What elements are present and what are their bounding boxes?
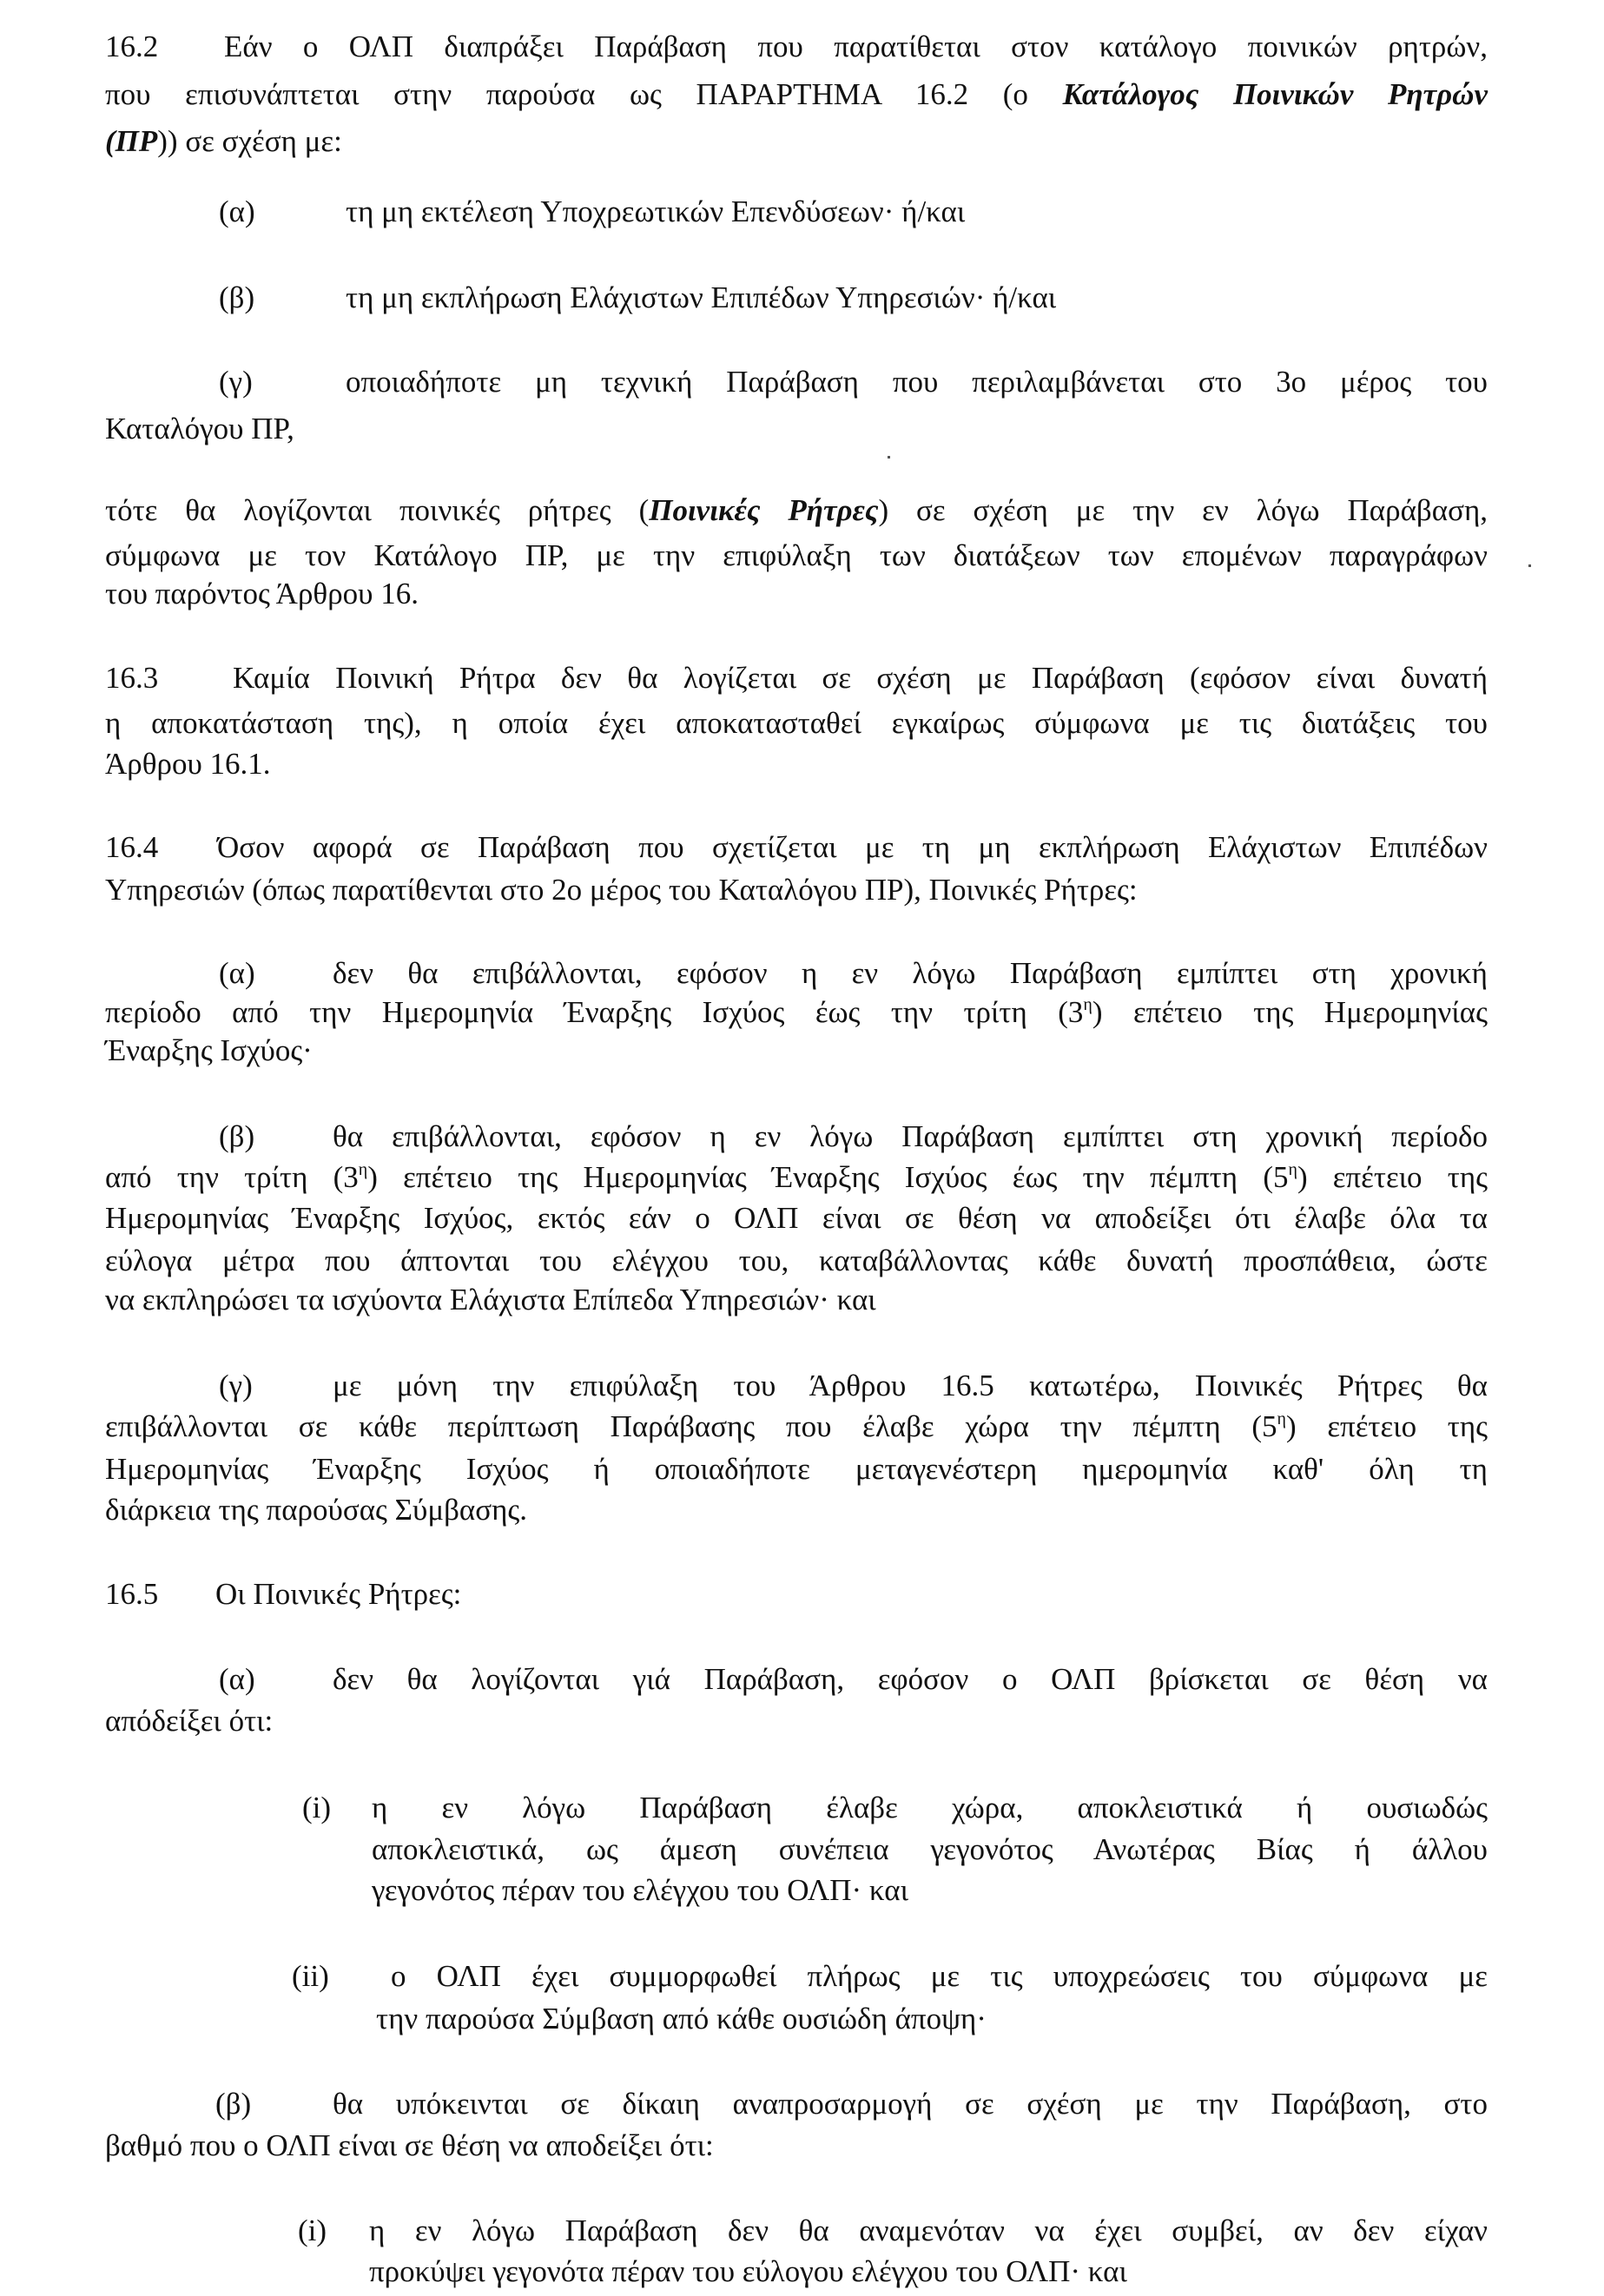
section-16-2-line-3-text: )) σε σχέση με: — [157, 124, 342, 158]
item-label-c: (γ) — [219, 365, 253, 399]
subitem-label-i: (i) — [298, 2214, 327, 2247]
section-16-2-line-3 — [105, 117, 342, 166]
item-b-line-2-a: από την τρίτη (3 — [105, 1160, 359, 1194]
subitem-i-line-2: αποκλειστικά, ως άμεση συνέπεια γεγονότος Ανωτέρας Βίας ή άλλου — [372, 1832, 1488, 1866]
section-16-2-closing-line-3: του παρόντος Άρθρου 16. — [105, 577, 419, 610]
item-b-line-4: εύλογα μέτρα που άπτονται του ελέγχου του, καταβάλλοντας κάθε δυνατή προσπάθεια, ώστε — [105, 1244, 1488, 1277]
item-c-line-3: Ημερομηνίας Έναρξης Ισχύος ή οποιαδήποτε μεταγενέστερη ημερομηνία καθ' όλη τη — [105, 1452, 1488, 1486]
item-c-line-4: διάρκεια της παρούσας Σύμβασης. — [105, 1493, 528, 1527]
section-16-2-number: 16.2 — [105, 30, 159, 63]
item-b-line-2-b: ) επέτειο της Ημερομηνίας Έναρξης Ισχύος έως την πέμπτη (5 — [367, 1160, 1289, 1194]
ordinal-superscript: η — [358, 1160, 368, 1179]
item-c-line-2 — [105, 1402, 1488, 1451]
subitem-label-i: (i) — [302, 1791, 332, 1824]
ordinal-superscript: η — [1288, 1160, 1297, 1179]
section-16-4-line-2: Υπηρεσιών (όπως παρατίθενται στο 2ο μέρος του Καταλόγου ΠΡ), Ποινικές Ρήτρες: — [105, 873, 1138, 907]
section-16-2-line-2-text: που επισυνάπτεται στην παρούσα ως ΠΑΡΑΡΤΗΜΑ 16.2 (ο — [105, 77, 1063, 111]
subitem-i-line-1: η εν λόγω Παράβαση δεν θα αναμενόταν να έχει συμβεί, αν δεν είχαν — [369, 2214, 1488, 2247]
item-b-line-2: βαθμό που ο ΟΛΠ είναι σε θέση να αποδείξει ότι: — [105, 2128, 714, 2162]
section-16-3-line-1: Καμία Ποινική Ρήτρα δεν θα λογίζεται σε σχέση με Παράβαση (εφόσον είναι δυνατή — [233, 661, 1488, 695]
subitem-i-line-1: η εν λόγω Παράβαση έλαβε χώρα, αποκλειστικά ή ουσιωδώς — [372, 1791, 1488, 1824]
item-label-b: (β) — [219, 280, 255, 314]
subitem-i-line-3: γεγονότος πέραν του ελέγχου του ΟΛΠ· και — [372, 1873, 908, 1907]
item-c-line-1: με μόνη την επιφύλαξη του Άρθρου 16.5 κατωτέρω, Ποινικές Ρήτρες θα — [333, 1369, 1488, 1402]
item-text-c-cont: Καταλόγου ΠΡ, — [105, 412, 294, 445]
scan-speck — [888, 456, 890, 459]
subitem-ii-line-1: ο ΟΛΠ έχει συμμορφωθεί πλήρως με τις υποχρεώσεις του σύμφωνα με — [391, 1959, 1488, 1993]
defined-term-catalogue: Κατάλογος Ποινικών Ρητρών — [1062, 77, 1488, 111]
item-label-a: (α) — [219, 1662, 255, 1696]
item-label-a: (α) — [219, 956, 255, 990]
defined-term-penalties: Ποινικές Ρήτρες — [649, 493, 879, 527]
section-16-2-line-1: Εάν ο ΟΛΠ διαπράξει Παράβαση που παρατίθεται στον κατάλογο ποινικών ρητρών, — [224, 30, 1488, 63]
section-16-2-closing-line-2: σύμφωνα με τον Κατάλογο ΠΡ, με την επιφύλαξη των διατάξεων των επομένων παραγράφων — [105, 538, 1488, 572]
item-a-line-2-post: ) επέτειο της Ημερομηνίας — [1092, 995, 1488, 1029]
item-b-line-1: θα υπόκεινται σε δίκαιη αναπροσαρμογή σε σχέση με την Παράβαση, στο — [333, 2087, 1488, 2121]
section-16-2-closing-line-1 — [105, 486, 1488, 535]
item-label-b: (β) — [215, 2087, 252, 2121]
item-a-line-1: δεν θα επιβάλλονται, εφόσον η εν λόγω Παράβαση εμπίπτει στη χρονική — [333, 956, 1488, 990]
item-b-line-2-c: ) επέτειο της — [1297, 1160, 1488, 1194]
item-a-line-2-text: περίοδο από την Ημερομηνία Έναρξης Ισχύος έως την τρίτη (3 — [105, 995, 1084, 1029]
item-b-line-3: Ημερομηνίας Έναρξης Ισχύος, εκτός εάν ο ΟΛΠ είναι σε θέση να αποδείξει ότι έλαβε όλα τα — [105, 1201, 1488, 1235]
ordinal-superscript: η — [1277, 1409, 1286, 1428]
section-16-3-line-2: η αποκατάσταση της), η οποία έχει αποκατασταθεί εγκαίρως σύμφωνα με τις διατάξεις του — [105, 706, 1488, 740]
subitem-ii-line-2: την παρούσα Σύμβαση από κάθε ουσιώδη άποψη· — [376, 2002, 987, 2035]
section-16-4-line-1: Όσον αφορά σε Παράβαση που σχετίζεται με τη μη εκπλήρωση Ελάχιστων Επιπέδων — [217, 830, 1488, 864]
item-c-line-2-text: επιβάλλονται σε κάθε περίπτωση Παράβασης που έλαβε χώρα την πέμπτη (5 — [105, 1409, 1277, 1443]
scan-speck — [1528, 564, 1531, 567]
item-text-b: τη μη εκπλήρωση Ελάχιστων Επιπέδων Υπηρεσιών· ή/και — [346, 280, 1057, 314]
section-16-4-number: 16.4 — [105, 830, 159, 864]
item-label-a: (α) — [219, 195, 255, 228]
item-text-a: τη μη εκτέλεση Υποχρεωτικών Επενδύσεων· ή/και — [346, 195, 966, 228]
item-a-line-2: απόδείξει ότι: — [105, 1704, 274, 1738]
item-b-line-5: να εκπληρώσει τα ισχύοντα Ελάχιστα Επίπεδα Υπηρεσιών· και — [105, 1283, 876, 1316]
closing-text: τότε θα λογίζονται ποινικές ρήτρες ( — [105, 493, 650, 527]
section-16-2-line-2 — [105, 70, 1488, 119]
closing-text-post: ) σε σχέση με την εν λόγω Παράβαση, — [878, 493, 1488, 527]
item-b-line-1: θα επιβάλλονται, εφόσον η εν λόγω Παράβαση εμπίπτει στη χρονική περίοδο — [333, 1119, 1488, 1153]
item-label-b: (β) — [219, 1119, 255, 1153]
item-c-line-2-post: ) επέτειο της — [1285, 1409, 1488, 1443]
section-16-3-line-3: Άρθρου 16.1. — [105, 747, 271, 781]
item-a-line-1: δεν θα λογίζονται γιά Παράβαση, εφόσον ο ΟΛΠ βρίσκεται σε θέση να — [333, 1662, 1488, 1696]
item-label-c: (γ) — [219, 1369, 253, 1402]
defined-term-pr: (ΠΡ — [105, 124, 158, 158]
subitem-label-ii: (ii) — [292, 1959, 329, 1993]
item-text-c: οποιαδήποτε μη τεχνική Παράβαση που περιλαμβάνεται στο 3ο μέρος του — [346, 365, 1488, 399]
section-16-5-heading: Οι Ποινικές Ρήτρες: — [215, 1577, 462, 1611]
item-a-line-3: Έναρξης Ισχύος· — [105, 1033, 313, 1067]
section-16-3-number: 16.3 — [105, 661, 159, 695]
section-16-5-number: 16.5 — [105, 1577, 159, 1611]
subitem-i-line-2: προκύψει γεγονότα πέραν του εύλογου ελέγχου του ΟΛΠ· και — [369, 2254, 1127, 2288]
ordinal-superscript: η — [1083, 995, 1092, 1014]
